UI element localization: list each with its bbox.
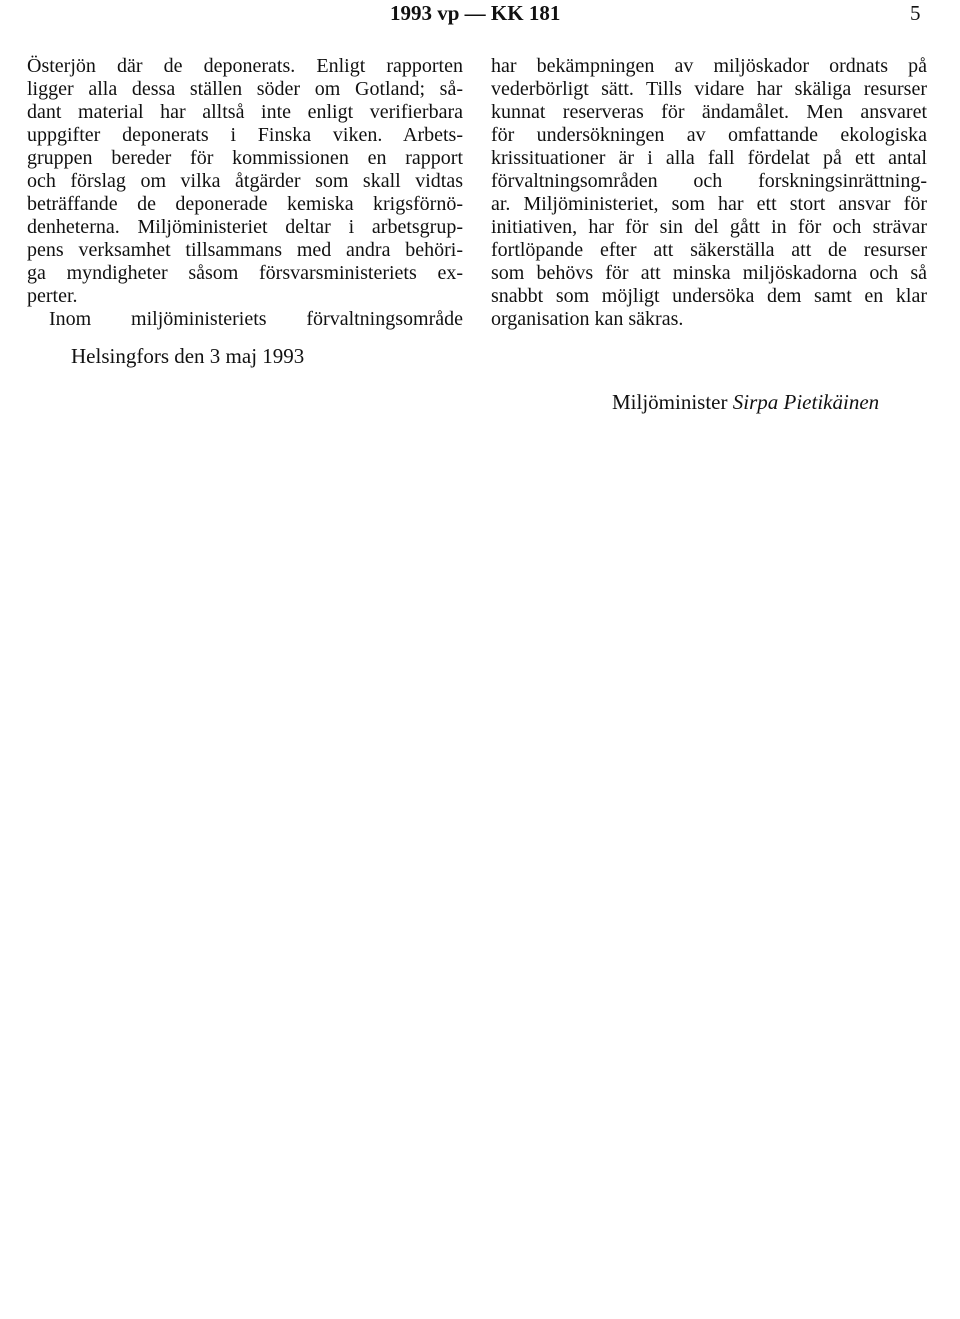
right-line-9: fortlöpande efter att säkerställa att de resurser (491, 239, 927, 261)
signature-block (612, 389, 879, 415)
right-line-2: vederbörligt sätt. Tills vidare har skäliga resurser (491, 78, 927, 100)
left-line-12: Inom miljöministeriets förvaltningsområde (49, 308, 463, 330)
right-line-1: har bekämpningen av miljöskador ordnats på (491, 55, 927, 77)
right-line-8: initiativen, har för sin del gått in för och strävar (491, 216, 927, 238)
right-column (491, 55, 927, 331)
right-line-10: som behövs för att minska miljöskadorna och så (491, 262, 927, 284)
running-header: 1993 vp — KK 181 (390, 1, 561, 25)
signature-title: Miljöminister (612, 390, 728, 414)
right-line-3: kunnat reserveras för ändamålet. Men ansvaret (491, 101, 927, 123)
left-line-9: pens verksamhet tillsammans med andra behöri- (27, 239, 463, 261)
right-line-5: krissituationer är i alla fall fördelat på ett antal (491, 147, 927, 169)
left-line-1: Österjön där de deponerats. Enligt rapporten (27, 55, 463, 77)
page-number: 5 (910, 1, 921, 25)
left-line-6: och förslag om vilka åtgärder som skall vidtas (27, 170, 463, 192)
right-line-4: för undersökningen av omfattande ekologiska (491, 124, 927, 146)
signature-name: Sirpa Pietikäinen (732, 390, 880, 414)
left-line-7: beträffande de deponerade kemiska krigsförnö- (27, 193, 463, 215)
right-line-7: ar. Miljöministeriet, som har ett stort ansvar för (491, 193, 927, 215)
left-column (27, 55, 463, 331)
right-line-12: organisation kan säkras. (491, 308, 684, 330)
left-line-4: uppgifter deponerats i Finska viken. Arbets- (27, 124, 463, 146)
left-line-3: dant material har alltså inte enligt verifierbara (27, 101, 463, 123)
right-line-11: snabbt som möjligt undersöka dem samt en klar (491, 285, 927, 307)
right-line-6: förvaltningsområden och forskningsinrättning- (491, 170, 927, 192)
left-line-10: ga myndigheter såsom försvarsministeriets ex- (27, 262, 463, 284)
left-line-2: ligger alla dessa ställen söder om Gotland; så- (27, 78, 463, 100)
left-line-11: perter. (27, 285, 78, 307)
place-date: Helsingfors den 3 maj 1993 (71, 344, 305, 368)
left-line-5: gruppen bereder för kommissionen en rapport (27, 147, 463, 169)
left-line-8: denheterna. Miljöministeriet deltar i arbetsgrup- (27, 216, 463, 238)
